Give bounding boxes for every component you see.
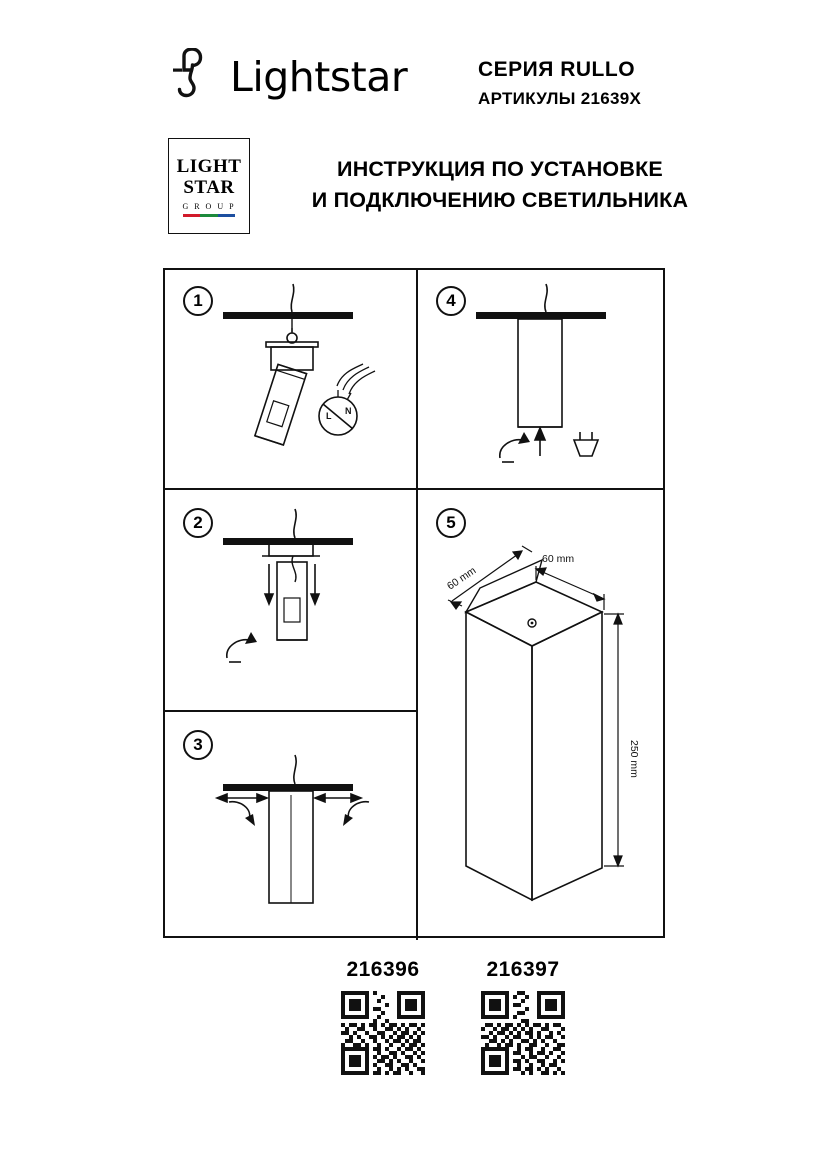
logo-line-3: G R O U P (182, 201, 236, 211)
step-2-cell (165, 490, 416, 710)
logo-color-bar (183, 214, 235, 217)
article-numbers: АРТИКУЛЫ 21639X (478, 89, 642, 108)
dimension-height-label: 250 mm (628, 740, 640, 778)
dimension-width-label: 60 mm (542, 553, 575, 565)
step-1-cell (165, 270, 416, 488)
step-3-number: 3 (183, 730, 213, 760)
step-4-cell (418, 270, 665, 488)
brand-logo (170, 48, 407, 106)
instruction-line-1: ИНСТРУКЦИЯ ПО УСТАНОВКЕ (337, 157, 663, 181)
instruction-title (270, 154, 730, 216)
lightstar-group-logo (168, 138, 250, 234)
step-4-number: 4 (436, 286, 466, 316)
step-2-number: 2 (183, 508, 213, 538)
step-5-illustration (418, 490, 665, 936)
svg-text:L: L (326, 411, 332, 421)
series-title: СЕРИЯ RULLO (478, 58, 636, 81)
svg-text:N: N (345, 406, 352, 416)
product-code-number: 216396 (346, 958, 420, 981)
logo-line-2: STAR (183, 176, 235, 198)
dimension-depth-label: 60 mm (444, 564, 479, 593)
series-info (478, 56, 641, 112)
diagram-frame (163, 268, 665, 938)
step-3-cell (165, 712, 416, 936)
qr-code-216396[interactable] (341, 991, 425, 1075)
instruction-line-2: И ПОДКЛЮЧЕНИЮ СВЕТИЛЬНИКА (311, 188, 689, 212)
logo-line-1: LIGHT (176, 155, 242, 177)
qr-code-216397[interactable] (481, 991, 565, 1075)
brand-wordmark: Lightstar (230, 52, 408, 101)
product-code-block-2 (440, 958, 606, 1075)
step-5-number: 5 (436, 508, 466, 538)
header (0, 40, 826, 120)
step-5-cell (418, 490, 665, 936)
lightstar-lamp-icon (170, 48, 224, 106)
step-1-number: 1 (183, 286, 213, 316)
product-code-number: 216397 (486, 958, 560, 981)
subheader (0, 138, 826, 238)
